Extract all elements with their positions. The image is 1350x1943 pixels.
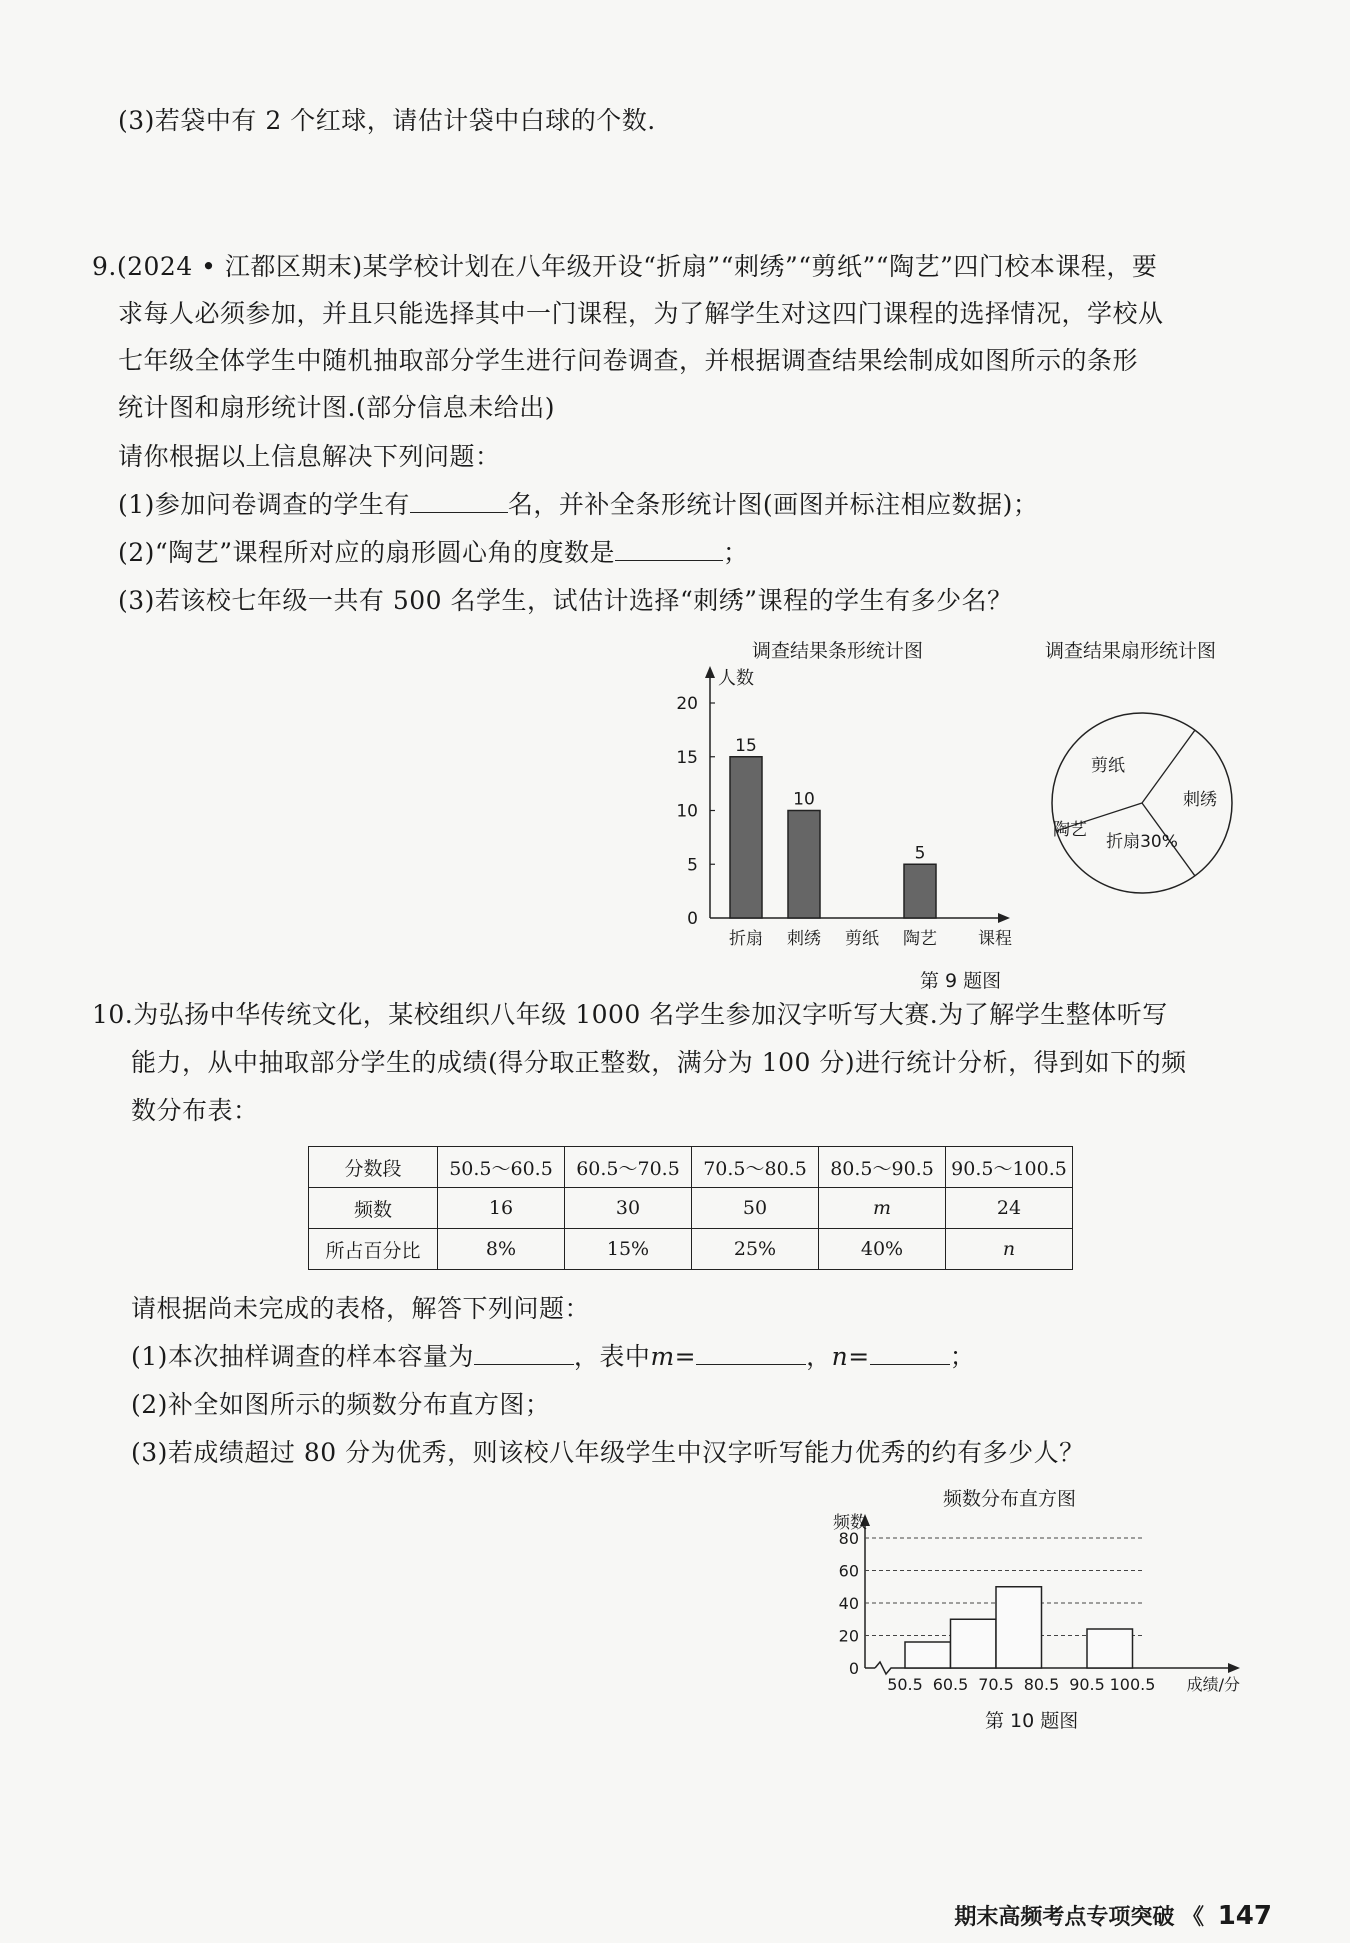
- table-cell: 60.5～70.5: [565, 1147, 692, 1188]
- y-tick-label: 80: [838, 1529, 859, 1548]
- y-axis-arrow: [705, 666, 715, 678]
- table-cell: 频数: [309, 1188, 438, 1229]
- table-cell: 50.5～60.5: [438, 1147, 565, 1188]
- x-axis-label: 课程: [978, 929, 1012, 949]
- table-cell: 15%: [565, 1229, 692, 1270]
- answer-blank[interactable]: [615, 536, 723, 561]
- table-cell: 80.5～90.5: [819, 1147, 946, 1188]
- histogram-title: 频数分布直方图: [943, 1488, 1077, 1510]
- page-footer: [954, 1900, 1272, 1931]
- footer-title: 期末高频考点专项突破: [954, 1905, 1175, 1930]
- y-tick-label: 40: [838, 1594, 859, 1613]
- q10-part1-text: ；: [949, 1342, 976, 1371]
- q9-line-2: 求每人必须参加，并且只能选择其中一门课程，为了解学生对这四门课程的选择情况，学校从: [118, 299, 1164, 328]
- answer-blank[interactable]: [474, 1340, 574, 1365]
- histogram-bar: [996, 1587, 1042, 1668]
- x-tick-label: 陶艺: [903, 929, 937, 949]
- q10-line-2: 能力，从中抽取部分学生的成绩(得分取正整数，满分为 100 分)进行统计分析，得到如下的频: [131, 1048, 1187, 1077]
- table-cell: 90.5～100.5: [946, 1147, 1073, 1188]
- answer-blank[interactable]: [696, 1340, 806, 1365]
- x-tick-label: 100.5: [1109, 1675, 1156, 1694]
- q9-part1-post: 名，并补全条形统计图(画图并标注相应数据)；: [507, 490, 1039, 519]
- y-tick-label: 20: [838, 1626, 859, 1646]
- q10-part3: (3)若成绩超过 80 分为优秀，则该校八年级学生中汉字听写能力优秀的约有多少人？: [131, 1438, 1085, 1467]
- q9-pie-chart: [1030, 705, 1255, 905]
- bar-value-label: 15: [735, 735, 757, 756]
- table-cell: 8%: [438, 1229, 565, 1270]
- q9-line-4: 统计图和扇形统计图.(部分信息未给出): [118, 393, 555, 422]
- y-tick-label: 60: [838, 1561, 859, 1581]
- x-tick-label: 60.5: [932, 1675, 969, 1694]
- q9-line-1: 9.(2024 • 江都区期末)某学校计划在八年级开设“折扇”“刺绣”“剪纸”“陶艺”四门校本课程，要: [92, 252, 1158, 281]
- pie-chart-title: 调查结果扇形统计图: [1045, 640, 1217, 662]
- q9-part1: [118, 488, 1038, 522]
- variable-m: m: [650, 1342, 675, 1371]
- q10-part1-text: ，: [806, 1342, 832, 1371]
- q10-after-table: 请根据尚未完成的表格，解答下列问题：: [131, 1294, 591, 1323]
- x-tick-label: 剪纸: [845, 929, 879, 949]
- y-tick-label: 0: [687, 909, 698, 929]
- x-tick-label: 80.5: [1023, 1675, 1060, 1694]
- pie-slice-label: 折扇30%: [1106, 832, 1178, 852]
- q10-line-1: 10.为弘扬中华传统文化，某校组织八年级 1000 名学生参加汉字听写大赛.为了解学生整体听写: [92, 1000, 1168, 1029]
- bar-chart-title: 调查结果条形统计图: [752, 640, 924, 662]
- equals-sign: =: [674, 1342, 697, 1371]
- q9-part2: [118, 536, 749, 570]
- table-cell: n: [946, 1229, 1073, 1270]
- y-tick-label: 15: [676, 747, 698, 768]
- q9-part1-pre: (1)参加问卷调查的学生有: [118, 490, 410, 519]
- bar-value-label: 5: [914, 843, 926, 864]
- q9-figure-caption: 第 9 题图: [920, 970, 1002, 992]
- equals-sign: =: [848, 1342, 870, 1371]
- table-cell: 分数段: [309, 1147, 438, 1188]
- x-tick-label: 刺绣: [787, 929, 821, 949]
- q10-line-3: 数分布表：: [131, 1096, 259, 1125]
- table-row: [309, 1229, 1073, 1270]
- q10-part2: (2)补全如图所示的频数分布直方图；: [131, 1390, 551, 1419]
- y-axis-label: 人数: [718, 668, 754, 689]
- x-tick-label: 50.5: [887, 1675, 923, 1694]
- table-cell: m: [819, 1188, 946, 1229]
- q10-part1-text: ，表中: [573, 1342, 651, 1371]
- table-cell: 所占百分比: [309, 1229, 438, 1270]
- table-cell: 70.5～80.5: [692, 1147, 819, 1188]
- q9-instruction: 请你根据以上信息解决下列问题：: [118, 442, 501, 471]
- y-tick-label: 10: [676, 801, 698, 822]
- q9-line-3: 七年级全体学生中随机抽取部分学生进行问卷调查，并根据调查结果绘制成如图所示的条形: [118, 346, 1139, 375]
- x-tick-label: 70.5: [978, 1675, 1014, 1694]
- q10-part1: [131, 1340, 975, 1374]
- table-cell: 40%: [819, 1229, 946, 1270]
- q10-part1-text: (1)本次抽样调查的样本容量为: [131, 1342, 474, 1371]
- y-tick-label: 0: [848, 1659, 859, 1678]
- pie-chart-plot: [1052, 713, 1232, 893]
- y-tick-label: 5: [687, 855, 698, 876]
- table-header-row: [309, 1147, 1073, 1188]
- q9-bar-chart: [660, 660, 1020, 950]
- table-row: [309, 1188, 1073, 1229]
- x-axis-arrow: [1228, 1663, 1240, 1673]
- q9-part2-pre: (2)“陶艺”课程所对应的扇形圆心角的度数是: [118, 538, 615, 567]
- q8-part3: (3)若袋中有 2 个红球，请估计袋中白球的个数.: [118, 106, 656, 135]
- variable-n: n: [831, 1342, 849, 1371]
- bar: [904, 864, 936, 918]
- table-cell: 25%: [692, 1229, 819, 1270]
- page-number: 147: [1217, 1901, 1272, 1931]
- frequency-table: [308, 1146, 1073, 1270]
- table-cell: 50: [692, 1188, 819, 1229]
- bar: [730, 757, 762, 918]
- bar: [788, 811, 820, 919]
- x-tick-label: 90.5: [1069, 1675, 1105, 1694]
- histogram-bar: [951, 1619, 997, 1668]
- table-cell: 16: [438, 1188, 565, 1229]
- answer-blank[interactable]: [870, 1340, 950, 1365]
- q9-part3: (3)若该校七年级一共有 500 名学生，试估计选择“刺绣”课程的学生有多少名？: [118, 586, 1013, 615]
- bar-value-label: 10: [793, 789, 815, 810]
- pie-slice-label: 刺绣: [1183, 790, 1217, 810]
- q10-figure-caption: 第 10 题图: [985, 1710, 1079, 1732]
- y-tick-label: 20: [676, 694, 698, 714]
- table-cell: 30: [565, 1188, 692, 1229]
- q9-part2-post: ；: [722, 538, 749, 567]
- bar-chart-plot: [676, 666, 1012, 949]
- x-tick-label: 折扇: [729, 929, 763, 949]
- histogram-bar: [1087, 1629, 1133, 1668]
- pie-slice-label: 剪纸: [1091, 756, 1125, 776]
- x-axis-label: 成绩/分: [1186, 1675, 1240, 1694]
- double-chevron-left-icon: 《: [1182, 1905, 1205, 1930]
- histogram-plot: [833, 1513, 1240, 1694]
- x-axis-arrow: [998, 913, 1010, 923]
- histogram-bar: [905, 1642, 951, 1668]
- q10-histogram: [800, 1500, 1260, 1710]
- table-cell: 24: [946, 1188, 1073, 1229]
- answer-blank[interactable]: [410, 488, 508, 513]
- y-axis-label: 频数: [833, 1513, 867, 1533]
- pie-slice-label: 陶艺: [1053, 820, 1087, 840]
